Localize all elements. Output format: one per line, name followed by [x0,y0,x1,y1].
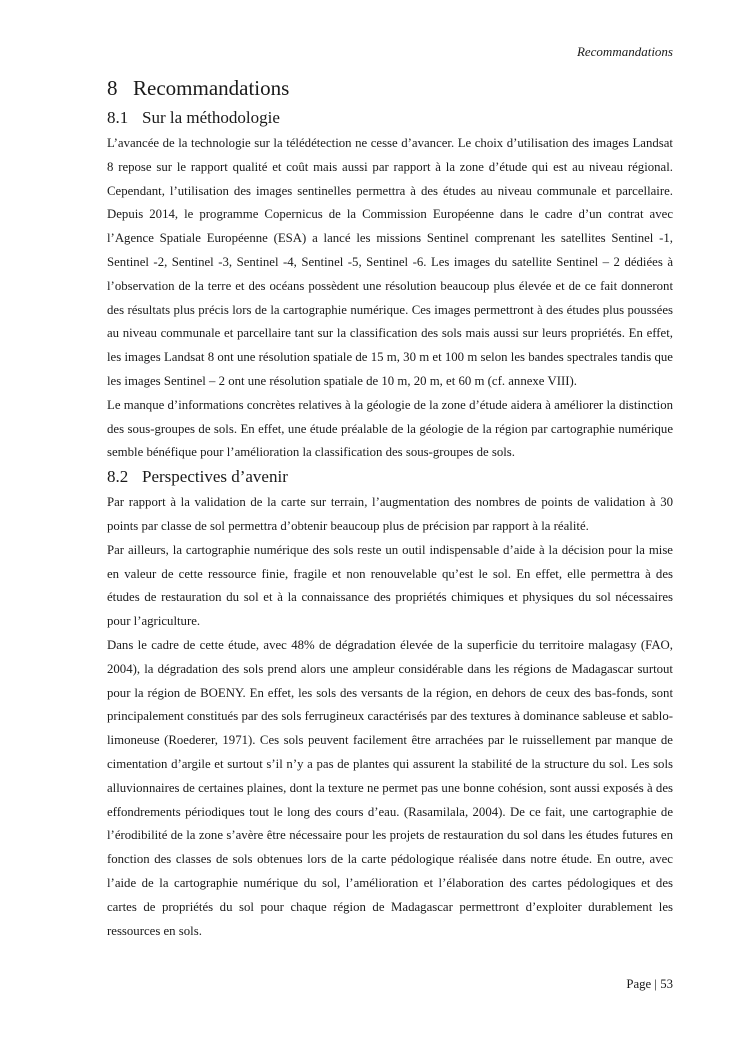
chapter-title: Recommandations [133,76,290,100]
section-number: 8.2 [107,467,129,487]
paragraph: Dans le cadre de cette étude, avec 48% de dégradation élevée de la superficie du territoire malagasy (FAO, 2004), la dégradation des sols prend alors une ampleur considérable dans les régions de Madagascar surtout pour la région de BOENY. En effet, les sols des versants de la région, en dehors de ceux des bas-fonds, sont principalement constitués par des sols ferrugineux caractérisés par des textures à dominance sableuse et sablo-limoneuse (Roederer, 1971). Ces sols peuvent facilement être arrachées par le ruissellement par manque de cimentation d’argile et surtout s’il n’y a pas de plantes qui assurent la stabilité de la structure du sol. Les sols alluvionnaires de certaines plaines, dont la texture ne permet pas une bonne cohésion, sont aussi exposés à des effondrements périodiques tout le long des cours d’eau. (Rasamilala, 2004). De ce fait, une cartographie de l’érodibilité de la zone s’avère être nécessaire pour les projets de restauration du sol dans les études futures en fonction des classes de sols obtenues lors de la carte pédologique réalisée dans notre étude. En outre, avec l’aide de la cartographie numérique du sol, l’amélioration et l’élaboration des cartes pédologiques et des cartes de propriétés du sol pour chaque région de Madagascar permettront d’exploiter durablement les ressources en sols. [107,637,673,938]
paragraph: Le manque d’informations concrètes relatives à la géologie de la zone d’étude aidera à améliorer la distinction des sous-groupes de sols. En effet, une étude préalable de la géologie de la région par cartographie numérique semble bénéfique pour l’amélioration la classification des sous-groupes de sols. [107,397,673,460]
section-number: 8.1 [107,108,129,127]
chapter-heading [107,74,673,102]
page-content [107,74,673,943]
paragraph: L’avancée de la technologie sur la télédétection ne cesse d’avancer. Le choix d’utilisation des images Landsat 8 repose sur le rapport qualité et coût mais aussi par rapport à la zone d’étude qui est au niveau régional. Cependant, l’utilisation des images sentinelles permettra à des études au niveau communale et parcellaire. Depuis 2014, le programme Copernicus de la Commission Européenne dans le cadre d’un contrat avec l’Agence Spatiale Européenne (ESA) a lancé les missions Sentinel comprenant les satellites Sentinel -1, Sentinel -2, Sentinel -3, Sentinel -4, Sentinel -5, Sentinel -6. Les images du satellite Sentinel – 2 dédiées à l’observation de la terre et des océans possèdent une résolution beaucoup plus élevée et de ce fait donneront des résultats plus précis lors de la cartographie numérique. Ces images permettront à des études plus poussées au niveau communale et parcellaire tant sur la classification des sols mais aussi sur leurs propriétés. En effet, les images Landsat 8 ont une résolution spatiale de 15 m, 30 m et 100 m selon les bandes spectrales tandis que les images Sentinel – 2 ont une résolution spatiale de 10 m, 20 m, et 60 m (cf. annexe VIII). [107,136,673,388]
section-heading-perspectives [107,465,673,489]
section-heading-methodology [107,106,673,130]
paragraph: Par rapport à la validation de la carte sur terrain, l’augmentation des nombres de points de validation à 30 points par classe de sol permettra d’obtenir beaucoup plus de précision par rapport à la réalité. [107,495,673,533]
section-title: Perspectives d’avenir [142,467,288,487]
chapter-number: 8 [107,76,118,100]
section-title: Sur la méthodologie [142,108,280,127]
page-number: Page | 53 [626,977,673,991]
paragraph: Par ailleurs, la cartographie numérique des sols reste un outil indispensable d’aide à la décision pour la mise en valeur de cette ressource finie, fragile et non renouvelable qu’est le sol. En effet, elle permettra à des études de restauration du sol et à la connaissance des propriétés chimiques et physiques du sol nécessaires pour l’agriculture. [107,542,673,629]
running-header: Recommandations [576,44,673,59]
